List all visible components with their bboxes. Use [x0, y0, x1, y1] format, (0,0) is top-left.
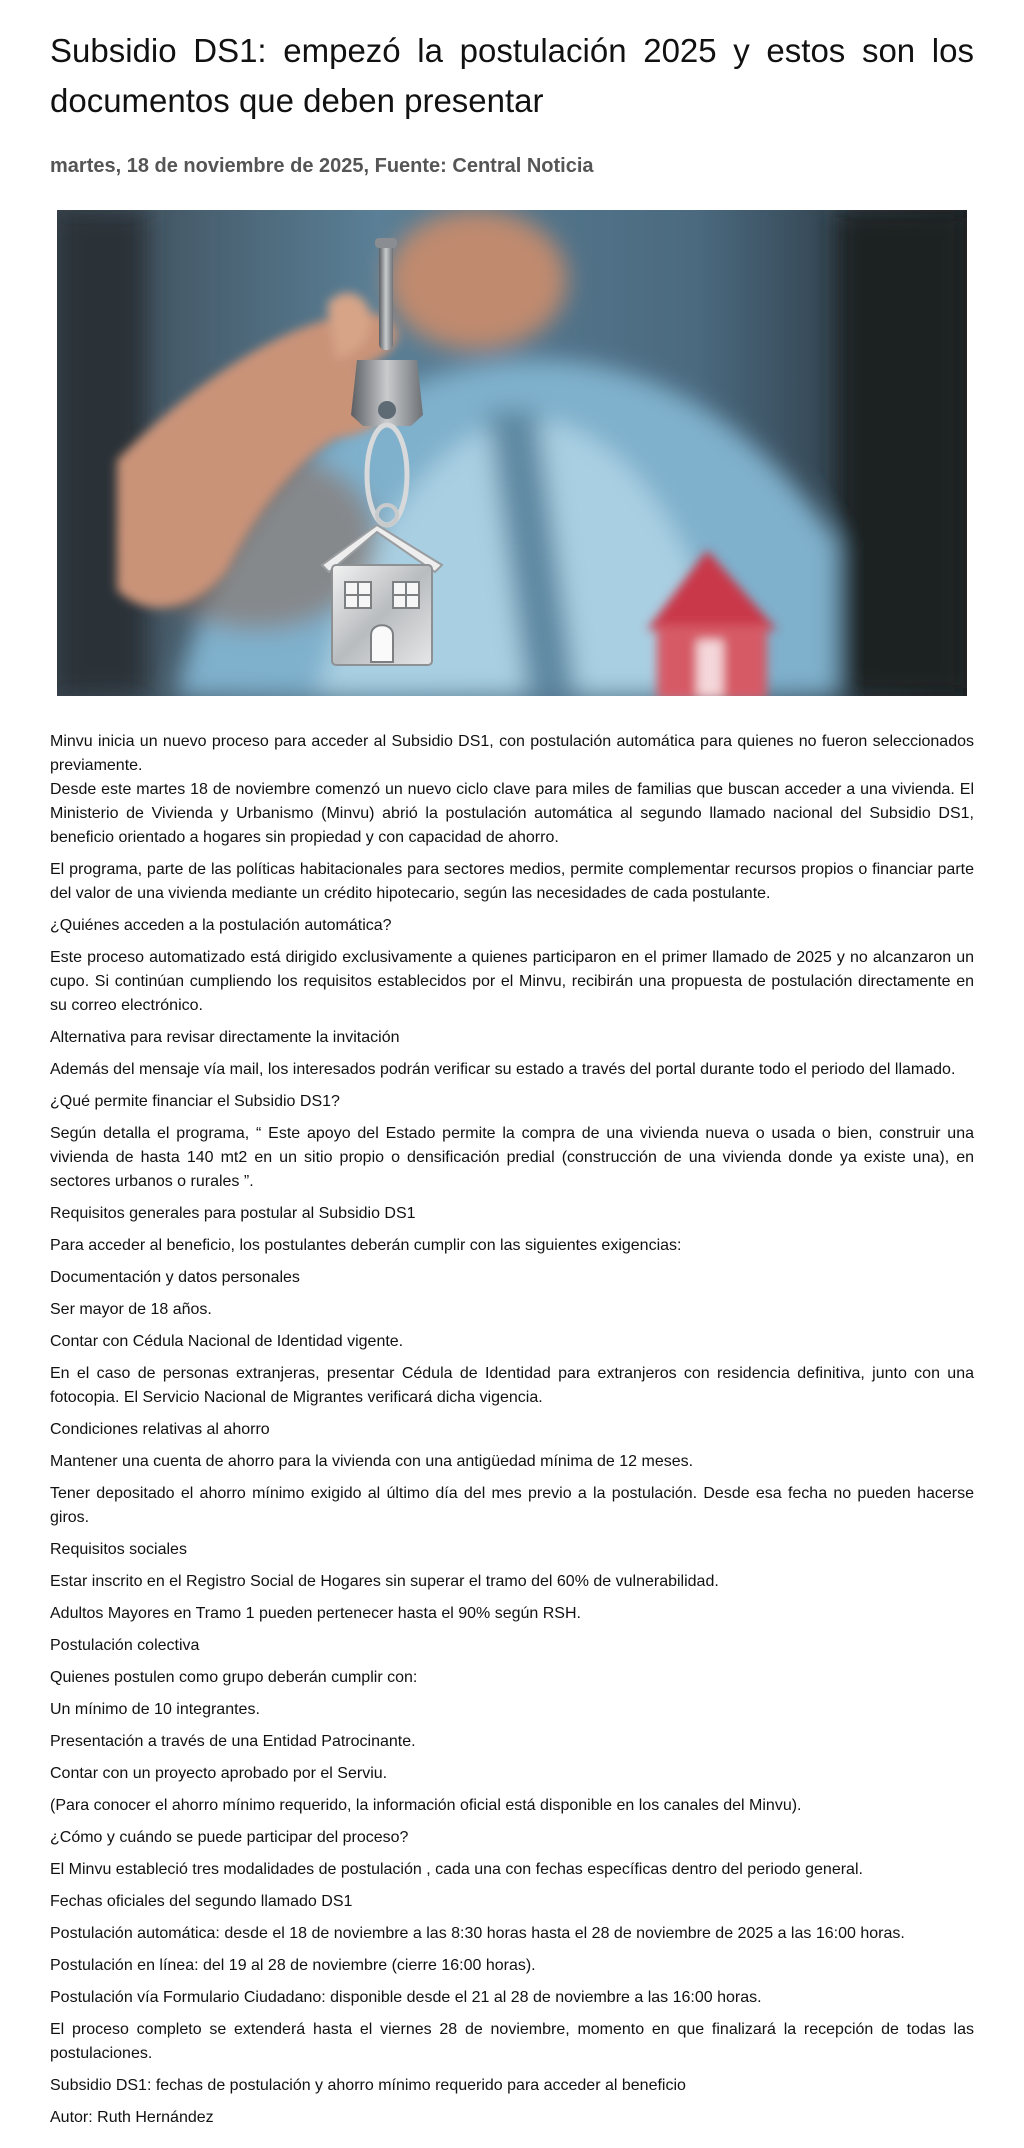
- paragraph: Quienes postulen como grupo deberán cumplir con:: [50, 1669, 418, 1686]
- paragraph: El Minvu estableció tres modalidades de postulación , cada una con fechas específicas dentro del periodo general.: [50, 1861, 863, 1878]
- paragraph: Desde este martes 18 de noviembre comenzó un nuevo ciclo clave para miles de familias que buscan acceder a una vivienda. El Ministerio de Vivienda y Urbanismo (Minvu) abrió la postulación automática al segundo llamado nacional del Subsidio DS1, beneficio orientado a hogares sin propiedad y con capacidad de ahorro.: [50, 781, 974, 846]
- paragraph: (Para conocer el ahorro mínimo requerido, la información oficial está disponible en los canales del Minvu).: [50, 1797, 802, 1814]
- list-item: Adultos Mayores en Tramo 1 pueden pertenecer hasta el 90% según RSH.: [50, 1605, 581, 1622]
- section-heading: ¿Quiénes acceden a la postulación automática?: [50, 917, 392, 934]
- paragraph: Minvu inicia un nuevo proceso para acceder al Subsidio DS1, con postulación automática para quienes no fueron seleccionados previamente.: [50, 733, 974, 774]
- house-keychain-photo-icon: [57, 210, 967, 696]
- list-item: Contar con Cédula Nacional de Identidad vigente.: [50, 1333, 404, 1350]
- paragraph: Según detalla el programa, “ Este apoyo del Estado permite la compra de una vivienda nueva o usada o bien, construir una vivienda de hasta 140 mt2 en un sitio propio o densificación predial (construcción de una vivienda donde ya existe una), en sectores urbanos o rurales ”.: [50, 1125, 974, 1190]
- list-item: Postulación automática: desde el 18 de noviembre a las 8:30 horas hasta el 28 de noviembre de 2025 a las 16:00 horas.: [50, 1925, 905, 1942]
- section-heading: ¿Cómo y cuándo se puede participar del proceso?: [50, 1829, 409, 1846]
- list-item: Postulación vía Formulario Ciudadano: disponible desde el 21 al 28 de noviembre a las 16:00 horas.: [50, 1989, 762, 2006]
- article-title: Subsidio DS1: empezó la postulación 2025 y estos son los documentos que deben presentar: [50, 32, 974, 119]
- list-item: Estar inscrito en el Registro Social de Hogares sin superar el tramo del 60% de vulnerabilidad.: [50, 1573, 719, 1590]
- section-heading: Postulación colectiva: [50, 1637, 200, 1654]
- list-item: Mantener una cuenta de ahorro para la vivienda con una antigüedad mínima de 12 meses.: [50, 1453, 694, 1470]
- section-heading: Requisitos generales para postular al Subsidio DS1: [50, 1205, 416, 1222]
- section-heading: Fechas oficiales del segundo llamado DS1: [50, 1893, 353, 1910]
- paragraph: Este proceso automatizado está dirigido exclusivamente a quienes participaron en el primer llamado de 2025 y no alcanzaron un cupo. Si continúan cumpliendo los requisitos establecidos por el Minvu, recibirán una propuesta de postulación directamente en su correo electrónico.: [50, 949, 974, 1014]
- section-heading: Documentación y datos personales: [50, 1269, 300, 1286]
- list-item: Ser mayor de 18 años.: [50, 1301, 212, 1318]
- list-item: Postulación en línea: del 19 al 28 de noviembre (cierre 16:00 horas).: [50, 1957, 536, 1974]
- article-body: [50, 730, 974, 2130]
- hero-image: [57, 210, 967, 696]
- section-heading: Subsidio DS1: fechas de postulación y ahorro mínimo requerido para acceder al beneficio: [50, 2077, 686, 2094]
- paragraph: Además del mensaje vía mail, los interesados podrán verificar su estado a través del portal durante todo el periodo del llamado.: [50, 1061, 956, 1078]
- paragraph: El programa, parte de las políticas habitacionales para sectores medios, permite complementar recursos propios o financiar parte del valor de una vivienda mediante un crédito hipotecario, según las necesidades de cada postulante.: [50, 861, 974, 902]
- list-item: Presentación a través de una Entidad Patrocinante.: [50, 1733, 416, 1750]
- article-author: Autor: Ruth Hernández: [50, 2109, 214, 2126]
- list-item: Tener depositado el ahorro mínimo exigido al último día del mes previo a la postulación. Desde esa fecha no pueden hacerse giros.: [50, 1485, 974, 1526]
- list-item: Contar con un proyecto aprobado por el Serviu.: [50, 1765, 388, 1782]
- paragraph: El proceso completo se extenderá hasta el viernes 28 de noviembre, momento en que finalizará la recepción de todas las postulaciones.: [50, 2021, 974, 2062]
- section-heading: ¿Qué permite financiar el Subsidio DS1?: [50, 1093, 340, 1110]
- paragraph: Para acceder al beneficio, los postulantes deberán cumplir con las siguientes exigencias:: [50, 1237, 682, 1254]
- list-item: En el caso de personas extranjeras, presentar Cédula de Identidad para extranjeros con residencia definitiva, junto con una fotocopia. El Servicio Nacional de Migrantes verificará dicha vigencia.: [50, 1365, 974, 1406]
- article-meta: martes, 18 de noviembre de 2025, Fuente: Central Noticia: [50, 155, 594, 177]
- section-heading: Alternativa para revisar directamente la invitación: [50, 1029, 400, 1046]
- section-heading: Condiciones relativas al ahorro: [50, 1421, 270, 1438]
- section-heading: Requisitos sociales: [50, 1541, 187, 1558]
- list-item: Un mínimo de 10 integrantes.: [50, 1701, 260, 1718]
